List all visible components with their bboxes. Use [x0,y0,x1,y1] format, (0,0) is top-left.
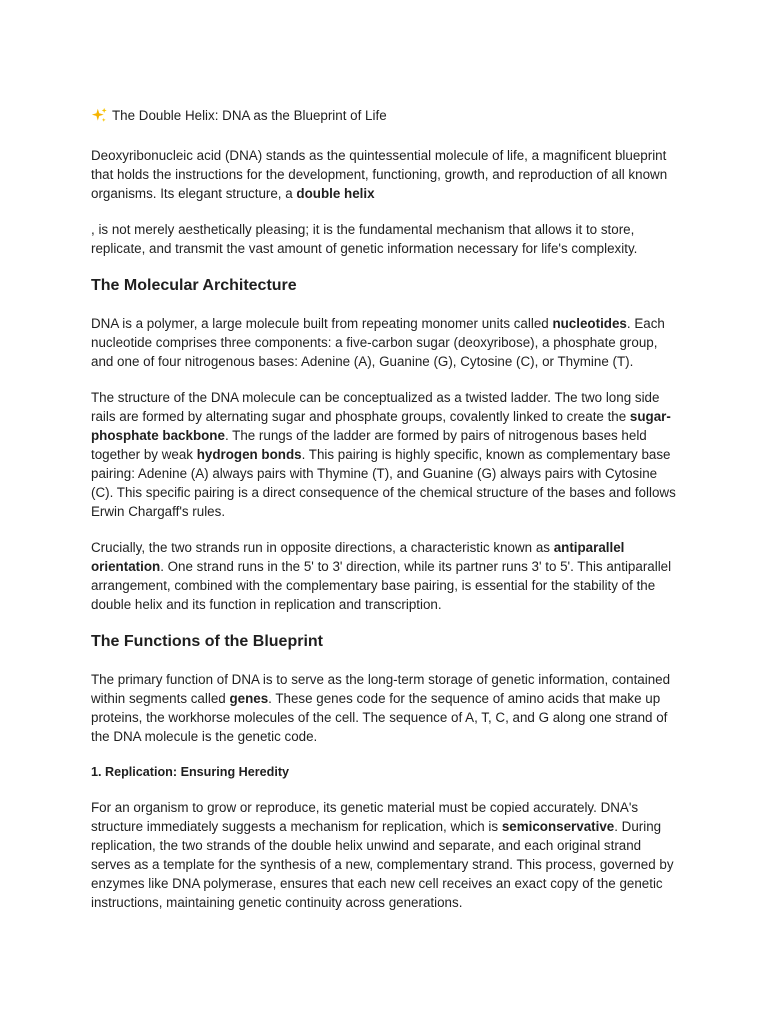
text-run: The primary function of DNA is to serve as the long-term storage of genetic information, contained within segments called [91,672,671,706]
intro-paragraph-2: , is not merely aesthetically pleasing; it is the fundamental mechanism that allows it to store, replicate, and transmit the vast amount of genetic information necessary for life's complexity. [91,222,638,256]
bold-term: semiconservative [501,819,615,834]
subheading-replication: 1. Replication: Ensuring Heredity [91,765,290,779]
text-run: The structure of the DNA molecule can be conceptualized as a twisted ladder. The two long side rails are formed by alternating sugar and phosphate groups, covalently linked to create the [91,390,660,424]
text-run: DNA is a polymer, a large molecule built from repeating monomer units called [91,316,553,331]
text-run: Crucially, the two strands run in opposite directions, a characteristic known as [91,540,554,555]
text-run: . This pairing is highly specific, known as complementary base pairing: Adenine (A) always pairs with Thymine (T), and Guanine (G) always pairs with Cytosine (C). This specific pairing is a direct consequence of the chemical structure of the bases and follows Erwin Chargaff's rules. [91,447,676,519]
section-heading-functions: The Functions of the Blueprint [91,633,323,650]
document-title [91,105,678,126]
bold-term: genes [229,691,269,706]
text-run: Deoxyribonucleic acid (DNA) stands as the quintessential molecule of life, a magnificent blueprint that holds the instructions for the development, functioning, growth, and reproduction of all known organisms. Its elegant structure, a [91,148,668,201]
text-run: . These genes code for the sequence of amino acids that make up proteins, the workhorse molecules of the cell. The sequence of A, T, C, and G along one strand of the DNA molecule is the genetic code. [91,691,668,744]
bold-term: double helix [296,186,375,201]
paragraph-nucleotides [91,314,678,371]
text-run: . One strand runs in the 5' to 3' direction, while its partner runs 3' to 5'. This antiparallel arrangement, combined with the complementary base pairing, is essential for the stability of the double helix and its function in replication and transcription. [91,559,672,612]
intro-paragraph-1 [91,146,678,203]
text-run: . Each nucleotide comprises three components: a five-carbon sugar (deoxyribose), a phosphate group, and one of four nitrogenous bases: Adenine (A), Guanine (G), Cytosine (C), or Thymine (T). [91,316,665,369]
bold-term: antiparallel orientation [91,540,625,574]
sparkles-icon [91,107,108,124]
paragraph-antiparallel [91,538,678,614]
bold-term: hydrogen bonds [196,447,302,462]
paragraph-replication [91,798,678,912]
text-run: . During replication, the two strands of the double helix unwind and separate, and each original strand serves as a template for the synthesis of a new, complementary strand. This process, governed by enzymes like DNA polymerase, ensures that each new cell receives an exact copy of the genetic instructions, maintaining genetic continuity across generations. [91,819,674,910]
title-text: The Double Helix: DNA as the Blueprint of Life [112,108,387,123]
text-run: For an organism to grow or reproduce, its genetic material must be copied accurately. DNA's structure immediately suggests a mechanism for replication, which is [91,800,639,834]
section-heading-molecular-architecture: The Molecular Architecture [91,277,297,294]
text-run: . The rungs of the ladder are formed by pairs of nitrogenous bases held together by weak [91,428,647,462]
bold-term: nucleotides [552,316,627,331]
paragraph-twisted-ladder [91,388,678,521]
paragraph-genes [91,670,678,746]
bold-term: sugar-phosphate backbone [91,409,671,443]
